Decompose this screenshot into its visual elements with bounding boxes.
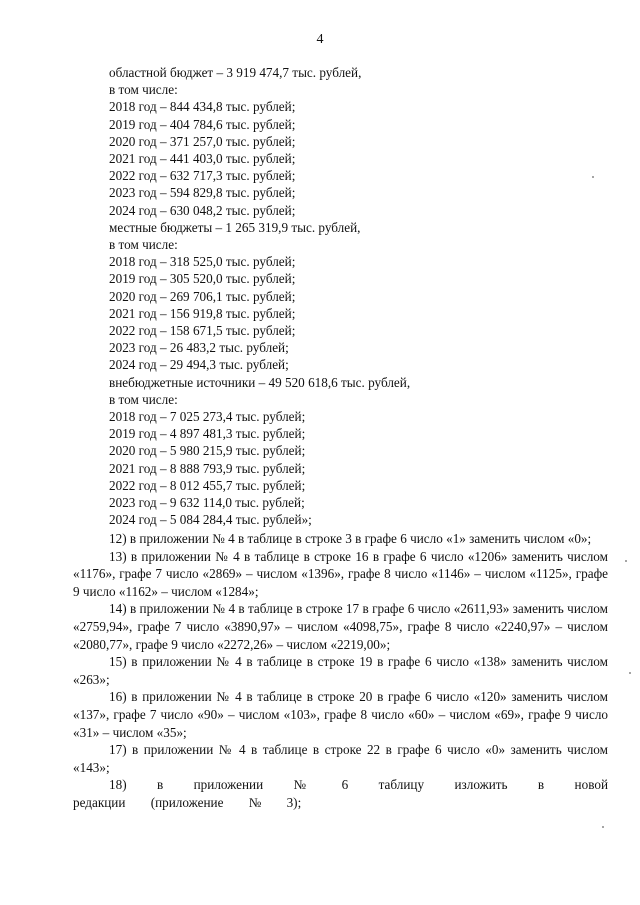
budget-line: 2023 год – 594 829,8 тыс. рублей; xyxy=(109,185,296,201)
budget-line: 2019 год – 404 784,6 тыс. рублей; xyxy=(109,116,296,132)
budget-line: 2020 год – 5 980 215,9 тыс. рублей; xyxy=(109,443,306,459)
budget-line: в том числе: xyxy=(109,237,178,253)
budget-line: в том числе: xyxy=(109,82,178,98)
budget-line: 2020 год – 371 257,0 тыс. рублей; xyxy=(109,133,296,149)
amendment-paragraph-12: 12) в приложении № 4 в таблице в строке 3 в графе 6 число «1» заменить числом «0»; xyxy=(109,531,592,546)
budget-line: 2022 год – 8 012 455,7 тыс. рублей; xyxy=(109,477,306,493)
amendment-paragraph-14: 14) в приложении № 4 в таблице в строке 17 в графе 6 число «2611,93» заменить числом «2759,94», графе 7 число «3890,97» – числом «4098,75», графе 8 число «2240,97» – числом «2080,77», графе 9 число «2272,26» – числом «2219,00»; xyxy=(73,601,608,652)
amendment-paragraph-17: 17) в приложении № 4 в таблице в строке 22 в графе 6 число «0» заменить числом «143»; xyxy=(73,742,608,775)
budget-line: 2021 год – 441 403,0 тыс. рублей; xyxy=(109,151,296,167)
amendment-list xyxy=(73,530,608,812)
budget-line: 2020 год – 269 706,1 тыс. рублей; xyxy=(109,288,296,304)
budget-line: 2019 год – 4 897 481,3 тыс. рублей; xyxy=(109,426,306,442)
budget-line: 2022 год – 158 671,5 тыс. рублей; xyxy=(109,323,296,339)
amendment-paragraph-16: 16) в приложении № 4 в таблице в строке 20 в графе 6 число «120» заменить числом «137», графе 7 число «90» – числом «103», графе 8 число «60» – числом «69», графе 9 число «31» – числом «35»; xyxy=(73,689,608,740)
budget-line: 2018 год – 7 025 273,4 тыс. рублей; xyxy=(109,409,306,425)
budget-line: 2018 год – 844 434,8 тыс. рублей; xyxy=(109,99,296,115)
budget-line: 2018 год – 318 525,0 тыс. рублей; xyxy=(109,254,296,270)
budget-line: 2019 год – 305 520,0 тыс. рублей; xyxy=(109,271,296,287)
budget-line: 2023 год – 26 483,2 тыс. рублей; xyxy=(109,340,289,356)
scan-speck xyxy=(629,672,631,674)
budget-line: 2023 год – 9 632 114,0 тыс. рублей; xyxy=(109,495,305,511)
amendment-paragraph-13: 13) в приложении № 4 в таблице в строке 16 в графе 6 число «1206» заменить числом «1176», графе 7 число «2869» – числом «1396», графе 8 число «1146» – числом «1125», графе 9 число «1162» – числом «1284»; xyxy=(73,548,608,599)
budget-line: в том числе: xyxy=(109,391,178,407)
scan-speck xyxy=(625,560,627,562)
budget-line: 2024 год – 5 084 284,4 тыс. рублей»; xyxy=(109,512,312,528)
budget-breakdown xyxy=(109,64,549,528)
scan-speck xyxy=(602,826,604,828)
budget-line: 2021 год – 156 919,8 тыс. рублей; xyxy=(109,305,296,321)
page-number: 4 xyxy=(316,32,324,47)
budget-line: областной бюджет – 3 919 474,7 тыс. рублей, xyxy=(109,65,362,80)
budget-line: местные бюджеты – 1 265 319,9 тыс. рублей, xyxy=(109,219,361,235)
scan-speck xyxy=(592,176,594,178)
budget-line: внебюджетные источники – 49 520 618,6 тыс. рублей, xyxy=(109,374,411,390)
budget-line: 2024 год – 29 494,3 тыс. рублей; xyxy=(109,357,289,373)
budget-line: 2021 год – 8 888 793,9 тыс. рублей; xyxy=(109,460,306,476)
amendment-paragraph-18: 18) в приложении № 6 таблицу изложить в новой редакции (приложение № 3); xyxy=(73,777,608,810)
budget-line: 2024 год – 630 048,2 тыс. рублей; xyxy=(109,202,296,218)
amendment-paragraph-15: 15) в приложении № 4 в таблице в строке 19 в графе 6 число «138» заменить числом «263»; xyxy=(73,654,608,687)
budget-line: 2022 год – 632 717,3 тыс. рублей; xyxy=(109,168,296,184)
